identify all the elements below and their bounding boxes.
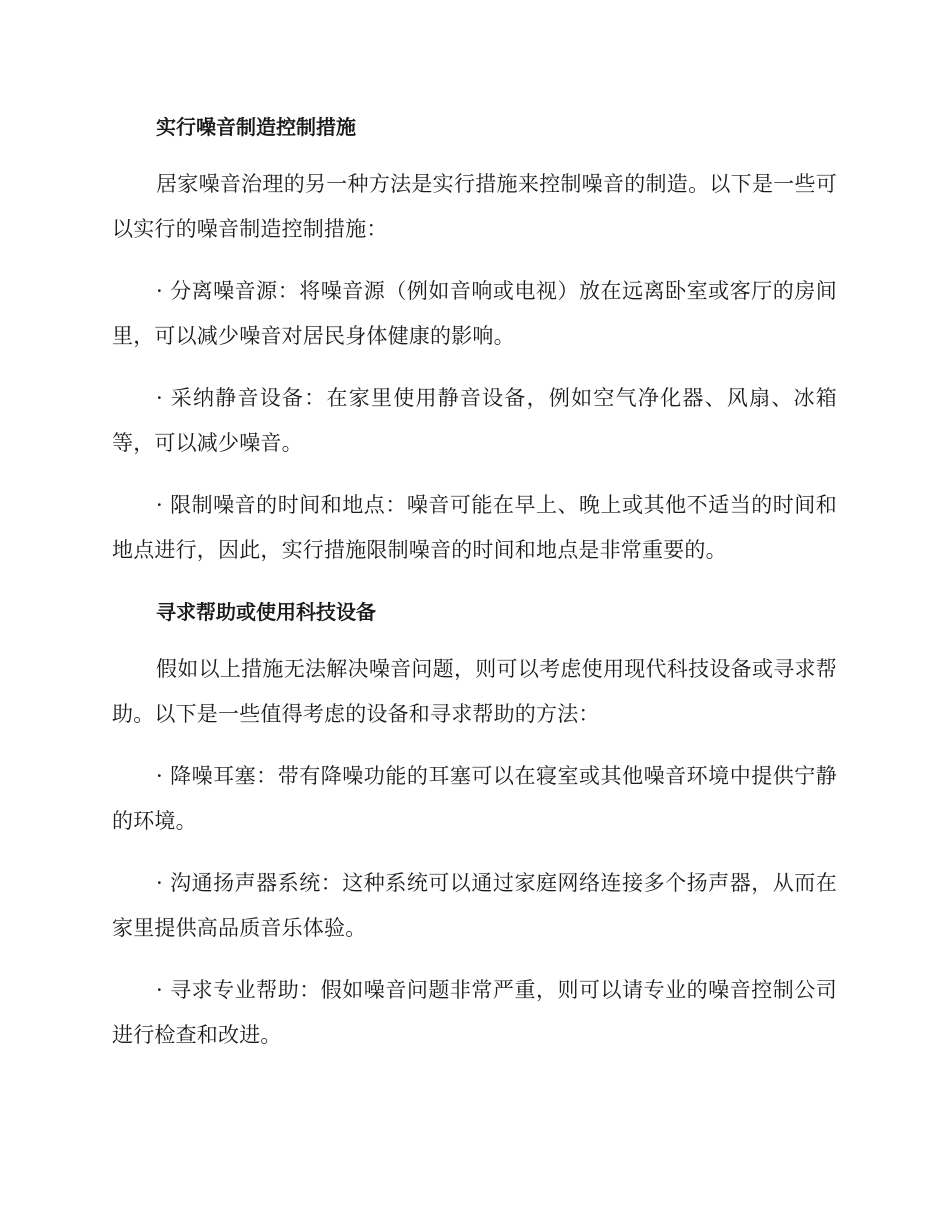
bullet-paragraph: · 分离噪音源：将噪音源（例如音响或电视）放在远离卧室或客厅的房间里，可以减少噪音对居民身体健康的影响。: [112, 279, 837, 348]
intro-paragraph: 假如以上措施无法解决噪音问题，则可以考虑使用现代科技设备或寻求帮助。以下是一些值得考虑的设备和寻求帮助的方法：: [112, 657, 837, 726]
bullet-paragraph: · 限制噪音的时间和地点：噪音可能在早上、晚上或其他不适当的时间和地点进行，因此，实行措施限制噪音的时间和地点是非常重要的。: [112, 493, 837, 562]
document-page: [112, 105, 837, 1075]
bullet-paragraph: · 采纳静音设备：在家里使用静音设备，例如空气净化器、风扇、冰箱等，可以减少噪音。: [112, 386, 837, 455]
bullet-paragraph: · 降噪耳塞：带有降噪功能的耳塞可以在寝室或其他噪音环境中提供宁静的环境。: [112, 764, 837, 833]
intro-paragraph: 居家噪音治理的另一种方法是实行措施来控制噪音的制造。以下是一些可以实行的噪音制造控制措施：: [112, 172, 837, 241]
section-help-technology: [112, 590, 837, 1058]
bullet-paragraph: · 沟通扬声器系统：这种系统可以通过家庭网络连接多个扬声器，从而在家里提供高品质音乐体验。: [112, 871, 837, 940]
section-heading: 寻求帮助或使用科技设备: [156, 600, 376, 624]
section-noise-control: [112, 105, 837, 573]
bullet-paragraph: · 寻求专业帮助：假如噪音问题非常严重，则可以请专业的噪音控制公司进行检查和改进。: [112, 978, 837, 1047]
section-heading: 实行噪音制造控制措施: [156, 115, 356, 139]
